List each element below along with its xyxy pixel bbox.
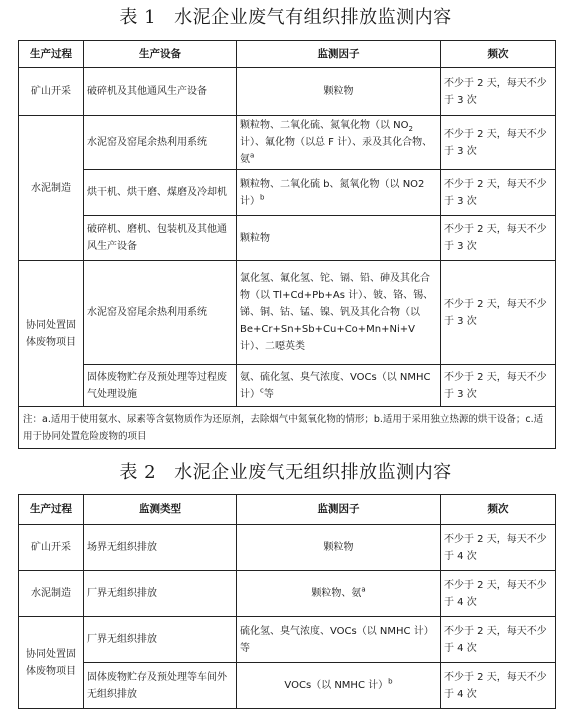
- frequency-cell: 不少于 2 天，每天不少于 3 次: [441, 68, 556, 116]
- table-row: [19, 170, 556, 216]
- table1-note: 注：a.适用于使用氨水、尿素等含氨物质作为还原剂，去除烟气中氮氧化物的情形；b.适用于采用独立热源的烘干设备；c.适用于协同处置危险废物的项目: [19, 407, 556, 449]
- process-cell: 矿山开采: [19, 525, 84, 571]
- frequency-cell: 不少于 2 天，每天不少于 4 次: [441, 571, 556, 617]
- table-row: [19, 68, 556, 116]
- table2-title: [0, 458, 571, 484]
- subscript: 2: [408, 125, 413, 133]
- frequency-cell: 不少于 2 天，每天不少于 3 次: [441, 116, 556, 170]
- type-cell: 场界无组织排放: [84, 525, 237, 571]
- equipment-cell: 烘干机、烘干磨、煤磨及冷却机: [84, 170, 237, 216]
- factors-cell: 颗粒物: [237, 68, 441, 116]
- footnote-mark: b: [260, 193, 265, 202]
- equipment-cell: 破碎机及其他通风生产设备: [84, 68, 237, 116]
- frequency-cell: 不少于 2 天，每天不少于 3 次: [441, 261, 556, 365]
- table2-header-type: 监测类型: [84, 495, 237, 525]
- type-cell: 固体废物贮存及预处理等车间外无组织排放: [84, 663, 237, 709]
- process-cell: 协同处置固体废物项目: [19, 261, 84, 407]
- equipment-cell: 固体废物贮存及预处理等过程废气处理设施: [84, 365, 237, 407]
- equipment-cell: 破碎机、磨机、包装机及其他通风生产设备: [84, 216, 237, 261]
- frequency-cell: 不少于 2 天，每天不少于 4 次: [441, 525, 556, 571]
- table1-header-factors: 监测因子: [237, 41, 441, 68]
- table1-note-row: [19, 407, 556, 449]
- process-cell: 协同处置固体废物项目: [19, 617, 84, 709]
- frequency-cell: 不少于 2 天，每天不少于 3 次: [441, 170, 556, 216]
- factors-text: 氨、硫化氢、臭气浓度、VOCs（以 NMHC 计）: [240, 371, 431, 400]
- footnote-mark: a: [361, 585, 366, 594]
- table-row: [19, 261, 556, 365]
- table-row: [19, 617, 556, 663]
- table1-header-row: [19, 41, 556, 68]
- table1-header-equipment: 生产设备: [84, 41, 237, 68]
- table2-header-row: [19, 495, 556, 525]
- type-cell: 厂界无组织排放: [84, 571, 237, 617]
- equipment-cell: 水泥窑及窑尾余热利用系统: [84, 116, 237, 170]
- factors-cell: 颗粒物: [237, 216, 441, 261]
- table-row: [19, 663, 556, 709]
- table1-caption: 水泥企业废气有组织排放监测内容: [174, 7, 452, 28]
- table1-label: 表 1: [119, 7, 157, 28]
- table2-label: 表 2: [119, 462, 157, 483]
- process-cell: 水泥制造: [19, 116, 84, 261]
- table-row: [19, 525, 556, 571]
- factors-text: 计）、氟化物（以总 F 计）、汞及其化合物、氨: [240, 137, 433, 165]
- table1-title: [0, 3, 571, 29]
- table-row: [19, 116, 556, 170]
- process-cell: 矿山开采: [19, 68, 84, 116]
- frequency-cell: 不少于 2 天，每天不少于 4 次: [441, 663, 556, 709]
- equipment-cell: 水泥窑及窑尾余热利用系统: [84, 261, 237, 365]
- table1-header-frequency: 频次: [441, 41, 556, 68]
- type-cell: 厂界无组织排放: [84, 617, 237, 663]
- table2-header-factors: 监测因子: [237, 495, 441, 525]
- footnote-mark: c: [260, 386, 264, 395]
- factors-text: 颗粒物、二氧化硫、氮氧化物（以 NO: [240, 120, 409, 131]
- table2: [18, 494, 556, 709]
- table-row: [19, 216, 556, 261]
- table1: [18, 40, 556, 449]
- table2-caption: 水泥企业废气无组织排放监测内容: [174, 462, 452, 483]
- factors-cell: 颗粒物: [237, 525, 441, 571]
- frequency-cell: 不少于 2 天，每天不少于 3 次: [441, 365, 556, 407]
- factors-cell: [237, 116, 441, 170]
- frequency-cell: 不少于 2 天，每天不少于 3 次: [441, 216, 556, 261]
- factors-cell: 氯化氢、氟化氢、铊、镉、铅、砷及其化合物（以 Tl+Cd+Pb+As 计）、铍、铬、锡、锑、铜、钴、锰、镍、钒及其化合物（以 Be+Cr+Sn+Sb+Cu+Co+Mn+Ni+V 计）、二噁英类: [237, 261, 441, 365]
- table2-header-frequency: 频次: [441, 495, 556, 525]
- factors-cell: [237, 663, 441, 709]
- footnote-mark: a: [250, 151, 255, 160]
- process-cell: 水泥制造: [19, 571, 84, 617]
- table2-header-process: 生产过程: [19, 495, 84, 525]
- table-row: [19, 571, 556, 617]
- factors-text: 颗粒物、二氧化硫 b、氮氧化物（以 NO2 计）: [240, 178, 425, 207]
- factors-text: 等: [263, 388, 274, 400]
- frequency-cell: 不少于 2 天，每天不少于 4 次: [441, 617, 556, 663]
- factors-cell: 硫化氢、臭气浓度、VOCs（以 NMHC 计）等: [237, 617, 441, 663]
- factors-text: 颗粒物、氨: [311, 588, 362, 599]
- factors-cell: [237, 365, 441, 407]
- table1-header-process: 生产过程: [19, 41, 84, 68]
- factors-cell: [237, 170, 441, 216]
- factors-text: VOCs（以 NMHC 计）: [284, 680, 389, 691]
- factors-cell: [237, 571, 441, 617]
- footnote-mark: b: [388, 677, 393, 686]
- table-row: [19, 365, 556, 407]
